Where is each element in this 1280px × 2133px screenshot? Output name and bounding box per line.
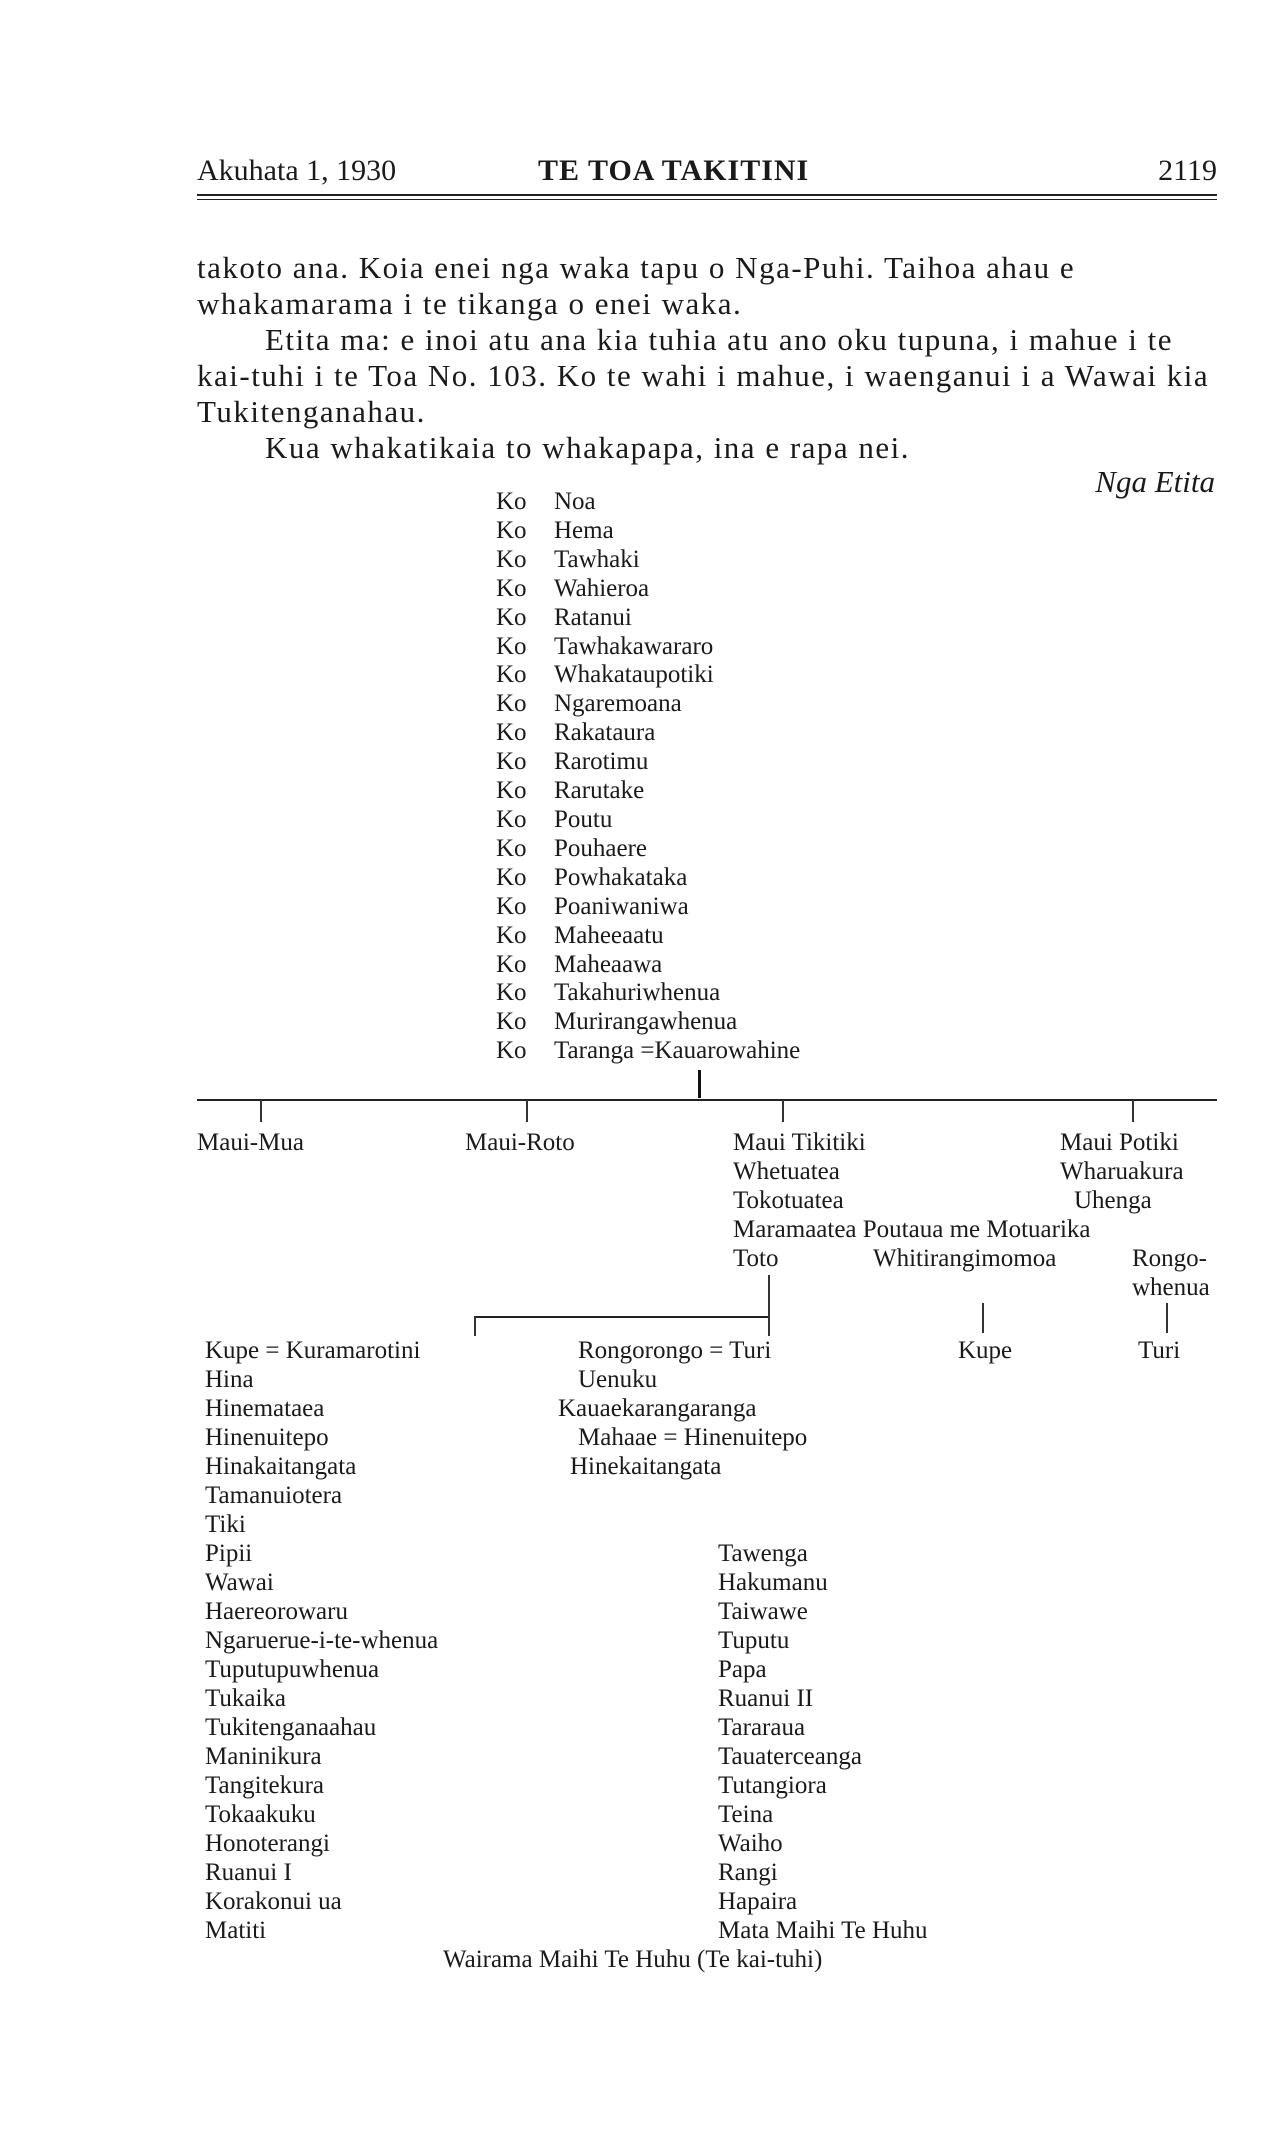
- ko-lineage-row: [496, 893, 800, 922]
- kupe-marriage: Kupe = Kuramarotini: [205, 1337, 421, 1364]
- ancestor-name: Ngaremoana: [554, 690, 682, 718]
- ko-prefix: Ko: [496, 777, 527, 805]
- ko-lineage-row: [496, 1008, 800, 1037]
- ancestor-name: Tararaua: [718, 1714, 806, 1741]
- ko-lineage-row: [496, 661, 800, 690]
- ancestor-name: Hinemataea: [205, 1395, 325, 1422]
- ancestor-name: Hema: [554, 516, 614, 544]
- branch-tick: [782, 1100, 784, 1122]
- branch-toto: Toto: [733, 1245, 779, 1272]
- ancestor-name: Teina: [718, 1801, 774, 1828]
- ko-prefix: Ko: [496, 748, 527, 776]
- ancestor-name: Tangitekura: [205, 1772, 325, 1799]
- ancestor-name: Poaniwaniwa: [554, 892, 689, 920]
- ko-lineage-row: [496, 690, 800, 719]
- ko-prefix: Ko: [496, 574, 527, 602]
- maui-potiki-line: Wharuakura: [1060, 1158, 1184, 1185]
- ancestor-name: Tukaika: [205, 1685, 287, 1712]
- branch-maui-potiki: [1060, 1128, 1184, 1215]
- branch-maui-mua: Maui-Mua: [197, 1129, 304, 1156]
- ancestor-name: Haereorowaru: [205, 1598, 348, 1625]
- ko-lineage-row: [496, 864, 800, 893]
- ancestor-name: Taranga =Kauarowahine: [554, 1037, 801, 1065]
- ancestor-name: Mata Maihi Te Huhu: [718, 1917, 928, 1944]
- ancestor-name: Murirangawhenua: [554, 1008, 738, 1036]
- ancestor-name: Hinenuitepo: [205, 1424, 329, 1451]
- author-line: Wairama Maihi Te Huhu (Te kai-tuhi): [443, 1946, 823, 1973]
- maui-potiki-line: Uhenga: [1074, 1187, 1152, 1214]
- ancestor-name: Taiwawe: [718, 1598, 808, 1625]
- ko-prefix: Ko: [496, 632, 527, 660]
- branch-whitirangimomoa: Whitirangimomoa: [873, 1245, 1057, 1272]
- ko-prefix: Ko: [496, 805, 527, 833]
- ancestor-name: Powhakataka: [554, 863, 688, 891]
- ko-prefix: Ko: [496, 921, 527, 949]
- ancestor-name: Rarotimu: [554, 748, 649, 776]
- ancestor-name: Pouhaere: [554, 834, 648, 862]
- branch-maui-roto: Maui-Roto: [465, 1129, 575, 1156]
- whitirangimomoa-connector: [982, 1303, 984, 1333]
- ancestor-name: Papa: [718, 1656, 767, 1683]
- lineage-connector: [698, 1070, 701, 1098]
- page-number: 2119: [1158, 154, 1217, 187]
- header-date: Akuhata 1, 1930: [197, 154, 397, 187]
- ancestor-name: Tawhakawararo: [554, 632, 714, 660]
- ko-prefix: Ko: [496, 545, 527, 573]
- ko-lineage-row: [496, 979, 800, 1008]
- ancestor-name: Kauaekarangaranga: [558, 1395, 757, 1422]
- turi: Turi: [1138, 1337, 1181, 1364]
- ancestor-name: Tuputupuwhenua: [205, 1656, 380, 1683]
- toto-branch-rule: [474, 1316, 769, 1318]
- toto-connector: [768, 1275, 770, 1317]
- ko-lineage-row: [496, 517, 800, 546]
- paragraph-2: Etita ma: e inoi atu ana kia tuhia atu ano oku tupuna, i mahue i te kai-tuhi i te Toa No. 103. Ko te wahi i mahue, i waenganui i a Wawai kia Tukitenganahau.: [197, 322, 1210, 429]
- toto-branch-tick: [768, 1316, 770, 1336]
- ancestor-name: Tuputu: [718, 1627, 790, 1654]
- ko-prefix: Ko: [496, 950, 527, 978]
- ancestor-name: Tiki: [205, 1511, 246, 1538]
- ko-prefix: Ko: [496, 690, 527, 718]
- ancestor-name: Wahieroa: [554, 574, 650, 602]
- ancestor-name: Matiti: [205, 1917, 267, 1944]
- rongowhenua-connector: [1166, 1303, 1168, 1333]
- ancestor-name: Rakataura: [554, 719, 656, 747]
- ancestor-name: Poutu: [554, 805, 613, 833]
- ancestor-name: Maheeaatu: [554, 921, 664, 949]
- branch-rongowhenua: [1132, 1244, 1210, 1302]
- ancestor-name: Tutangiora: [718, 1772, 827, 1799]
- kupe: Kupe: [958, 1337, 1013, 1364]
- ancestor-name: Pipii: [205, 1540, 253, 1567]
- ancestor-name: Hinekaitangata: [570, 1453, 722, 1480]
- right-lineage-list: [718, 1539, 928, 1945]
- rongowhenua-line-2: whenua: [1132, 1274, 1210, 1301]
- ko-prefix: Ko: [496, 834, 527, 862]
- ancestor-name: Ruanui II: [718, 1685, 814, 1712]
- ancestor-name: Maheaawa: [554, 950, 663, 978]
- ancestor-name: Hina: [205, 1366, 254, 1393]
- ko-prefix: Ko: [496, 516, 527, 544]
- ko-prefix: Ko: [496, 1008, 527, 1036]
- paragraph-1: takoto ana. Koia enei nga waka tapu o Nga-Puhi. Taihoa ahau e whakamarama i te tikanga o enei waka.: [197, 250, 1076, 321]
- ko-prefix: Ko: [496, 719, 527, 747]
- maui-tikitiki-line: Whetuatea: [733, 1158, 840, 1185]
- ko-prefix: Ko: [496, 603, 527, 631]
- ko-prefix: Ko: [496, 488, 527, 515]
- ko-lineage-row: [496, 777, 800, 806]
- ancestor-name: Tauaterceanga: [718, 1743, 862, 1770]
- ko-lineage-row: [496, 748, 800, 777]
- header-rule-top: [197, 194, 1217, 196]
- ancestor-name: Uenuku: [578, 1366, 658, 1393]
- ko-lineage-row: [496, 1037, 800, 1066]
- ko-prefix: Ko: [496, 892, 527, 920]
- ko-lineage-row: [496, 575, 800, 604]
- branch-tick: [1132, 1100, 1134, 1122]
- middle-lineage-list: [558, 1365, 807, 1481]
- ko-lineage-row: [496, 922, 800, 951]
- branch-tick: [260, 1100, 262, 1122]
- ko-prefix: Ko: [496, 863, 527, 891]
- maui-potiki-line: Maui Potiki: [1060, 1129, 1179, 1156]
- branch-maui-tikitiki: [733, 1128, 1091, 1244]
- ancestor-name: Tawenga: [718, 1540, 808, 1567]
- ancestor-name: Korakonui ua: [205, 1888, 342, 1915]
- branch-tick: [526, 1100, 528, 1122]
- ko-lineage-row: [496, 951, 800, 980]
- ko-lineage-row: [496, 604, 800, 633]
- ko-lineage-row: [496, 719, 800, 748]
- editor-signature: Nga Etita: [1095, 464, 1215, 499]
- ko-lineage-row: [496, 806, 800, 835]
- maui-tikitiki-line: Maramaatea Poutaua me Motuarika: [733, 1216, 1091, 1243]
- ancestor-name: Rarutake: [554, 777, 645, 805]
- ancestor-name: Tawhaki: [554, 545, 640, 573]
- body-text: [197, 250, 1212, 466]
- ancestor-name: Whakataupotiki: [554, 661, 714, 689]
- ancestor-name: Hapaira: [718, 1888, 798, 1915]
- ko-lineage-row: [496, 546, 800, 575]
- ancestor-name: Waiho: [718, 1830, 783, 1857]
- ko-prefix: Ko: [496, 661, 527, 689]
- maui-tikitiki-line: Maui Tikitiki: [733, 1129, 866, 1156]
- ancestor-name: Honoterangi: [205, 1830, 330, 1857]
- ancestor-name: Ruanui I: [205, 1859, 292, 1886]
- page-title: TE TOA TAKITINI: [538, 154, 810, 187]
- ancestor-name: Wawai: [205, 1569, 274, 1596]
- ancestor-name: Hakumanu: [718, 1569, 828, 1596]
- rongorongo-marriage: Rongorongo = Turi: [578, 1337, 772, 1364]
- ancestor-name: Tamanuiotera: [205, 1482, 343, 1509]
- ancestor-name: Ratanui: [554, 603, 632, 631]
- ancestor-name: Maninikura: [205, 1743, 322, 1770]
- toto-branch-tick: [474, 1316, 476, 1336]
- ko-lineage-row: [496, 488, 800, 517]
- ancestor-name: Hinakaitangata: [205, 1453, 357, 1480]
- ancestor-name: Mahaae = Hinenuitepo: [578, 1424, 808, 1451]
- ko-prefix: Ko: [496, 1037, 527, 1065]
- paragraph-3: Kua whakatikaia to whakapapa, ina e rapa nei.: [265, 430, 911, 465]
- maui-tikitiki-line: Tokotuatea: [733, 1187, 844, 1214]
- ko-prefix: Ko: [496, 979, 527, 1007]
- ko-lineage-row: [496, 633, 800, 662]
- branch-rule: [197, 1099, 1217, 1101]
- left-lineage-list: [205, 1365, 438, 1945]
- ancestor-name: Tokaakuku: [205, 1801, 316, 1828]
- ancestor-name: Noa: [554, 488, 596, 515]
- ancestor-name: Tukitenganaahau: [205, 1714, 377, 1741]
- rongowhenua-line-1: Rongo-: [1132, 1245, 1207, 1272]
- header-rule-bottom: [197, 199, 1217, 200]
- ancestor-name: Takahuriwhenua: [554, 979, 721, 1007]
- ko-lineage-row: [496, 835, 800, 864]
- ancestor-name: Rangi: [718, 1859, 778, 1886]
- ancestor-name: Ngaruerue-i-te-whenua: [205, 1627, 439, 1654]
- ko-lineage-list: [496, 488, 800, 1066]
